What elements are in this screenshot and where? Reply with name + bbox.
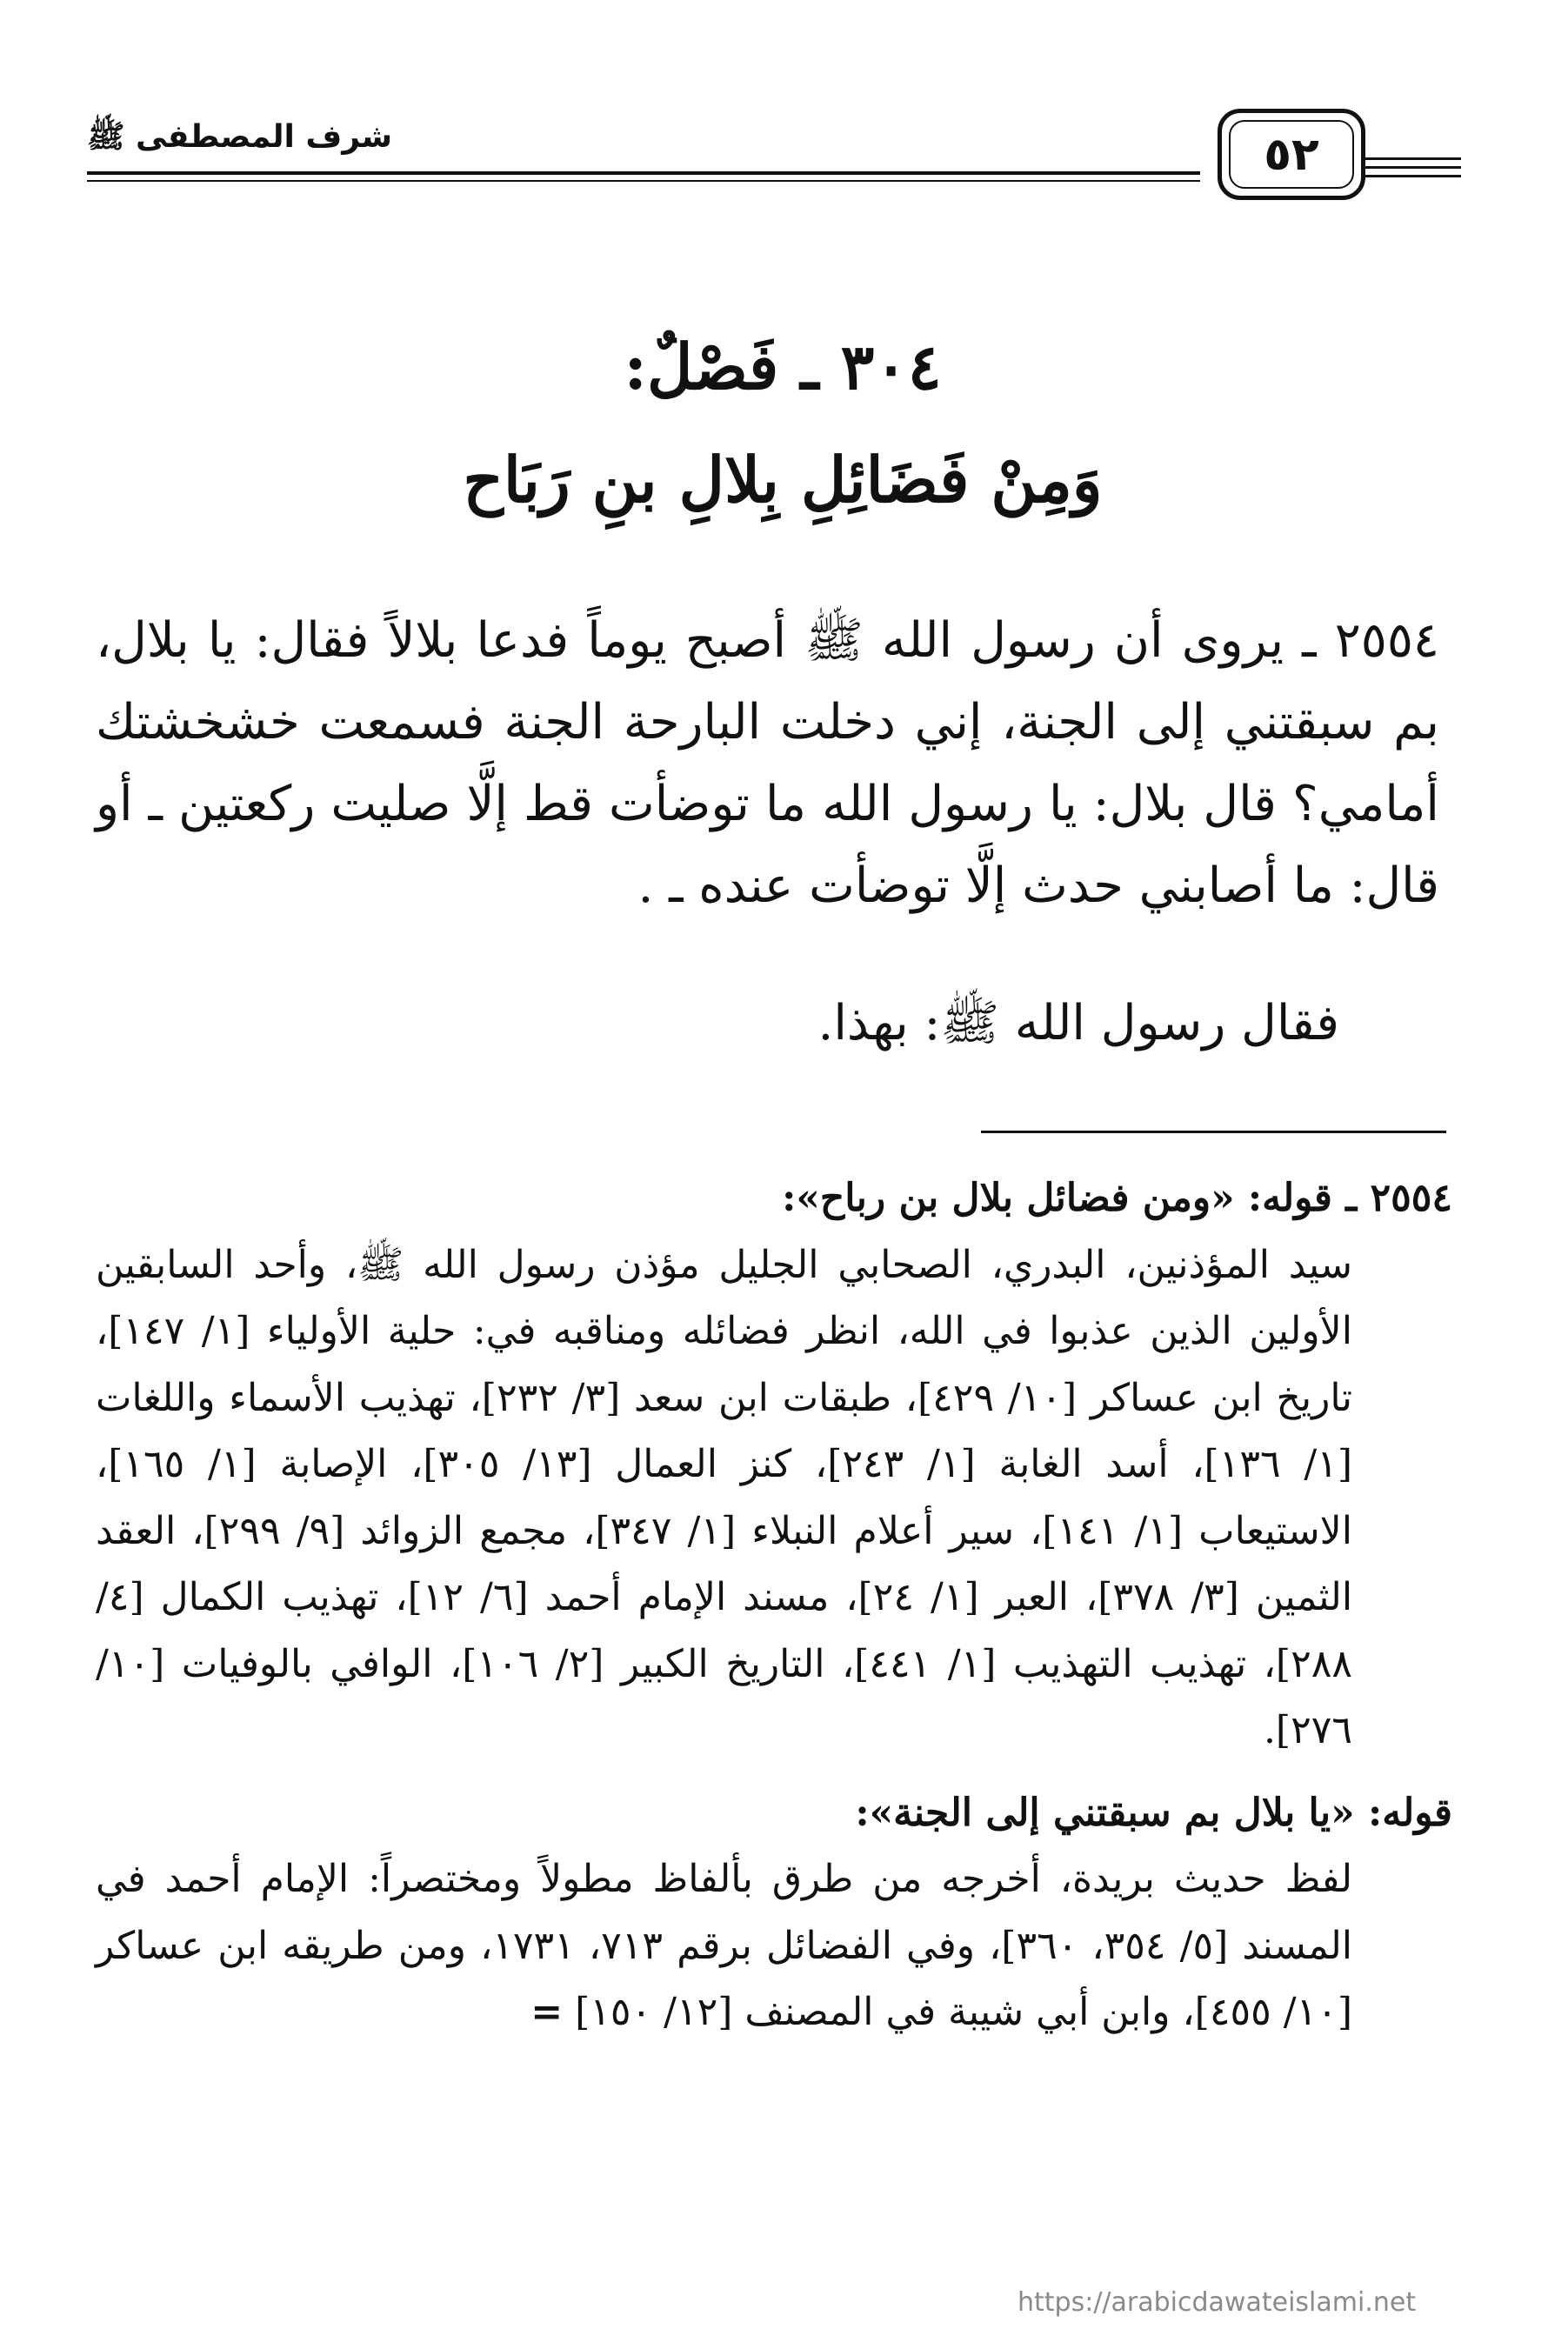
- continuation-mark: =: [530, 1990, 564, 2034]
- header-rule: [1365, 175, 1461, 177]
- watermark-url: https://arabicdawateislami.net: [1018, 2287, 1417, 2318]
- header-rule: [87, 171, 1200, 175]
- main-paragraph: [96, 600, 1439, 927]
- footnotes: [96, 1165, 1452, 2046]
- page-header: [87, 100, 1461, 196]
- page-number-frame: [1218, 109, 1365, 200]
- chapter-subheading: وَمِنْ فَضَائِلِ بِلالِ بنِ رَبَاح: [463, 443, 1103, 517]
- header-rule: [87, 180, 1200, 182]
- footnote-heading: قوله: «يا بلال بم سبقتني إلى الجنة»:: [855, 1790, 1452, 1835]
- footnote-body: [96, 1846, 1452, 2046]
- header-rule: [1365, 166, 1461, 169]
- footnote-body: سيد المؤذنين، البدري، الصحابي الجليل مؤذن رسول الله ﷺ، وأحد السابقين الأولين الذين عذبوا في الله، انظر فضائله ومناقبه في: حلية الأولياء [١/ ١٤٧]، تاريخ ابن عساكر [١٠/ ٤٢٩]، طبقات ابن سعد [٣/ ٢٣٢]، تهذيب الأسماء واللغات [١/ ١٣٦]، أسد الغابة [١/ ٢٤٣]، كنز العمال [١٣/ ٣٠٥]، الإصابة [١/ ١٦٥]، الاستيعاب [١/ ١٤١]، سير أعلام النبلاء [١/ ٣٤٧]، مجمع الزوائد [٩/ ٢٩٩]، العقد الثمين [٣/ ٣٧٨]، العبر [١/ ٢٤]، مسند الإمام أحمد [٦/ ١٢]، تهذيب الكمال [٤/ ٢٨٨]، تهذيب التهذيب [١/ ٤٤١]، التاريخ الكبير [٢/ ١٠٦]، الوافي بالوفيات [١٠/ ٢٧٦].: [96, 1242, 1353, 1752]
- closing-line: فقال رسول الله ﷺ: بهذا.: [817, 995, 1339, 1051]
- hadith-text: ٢٥٥٤ ـ يروى أن رسول الله ﷺ أصبح يوماً فدعا بلالاً فقال: يا بلال، بم سبقتني إلى الجنة، إني دخلت البارحة الجنة فسمعت خشخشتك أمامي؟ قال بلال: يا رسول الله ما توضأت قط إلَّا صليت ركعتين ـ أو قال: ما أصابني حدث إلَّا توضأت عنده ـ .: [96, 612, 1439, 914]
- chapter-heading: ٣٠٤ ـ فَصْلٌ:: [624, 330, 942, 404]
- footnote-body-text: لفظ حديث بريدة، أخرجه من طرق بألفاظ مطولاً ومختصراً: الإمام أحمد في المسند [٥/ ٣٥٤، ٣٦٠]، وفي الفضائل برقم ٧١٣، ١٧٣١، ومن طريقه ابن عساكر [١٠/ ٤٥٥]، وابن أبي شيبة في المصنف [١٢/ ١٥٠]: [96, 1857, 1353, 2034]
- footnote-heading: ٢٥٥٤ ـ قوله: «ومن فضائل بلال بن رباح»:: [782, 1176, 1452, 1220]
- header-rule: [1365, 157, 1461, 160]
- footnote-separator: [981, 1131, 1446, 1133]
- book-title: شرف المصطفى ﷺ: [87, 119, 393, 155]
- page-number: ٥٢: [1264, 128, 1319, 181]
